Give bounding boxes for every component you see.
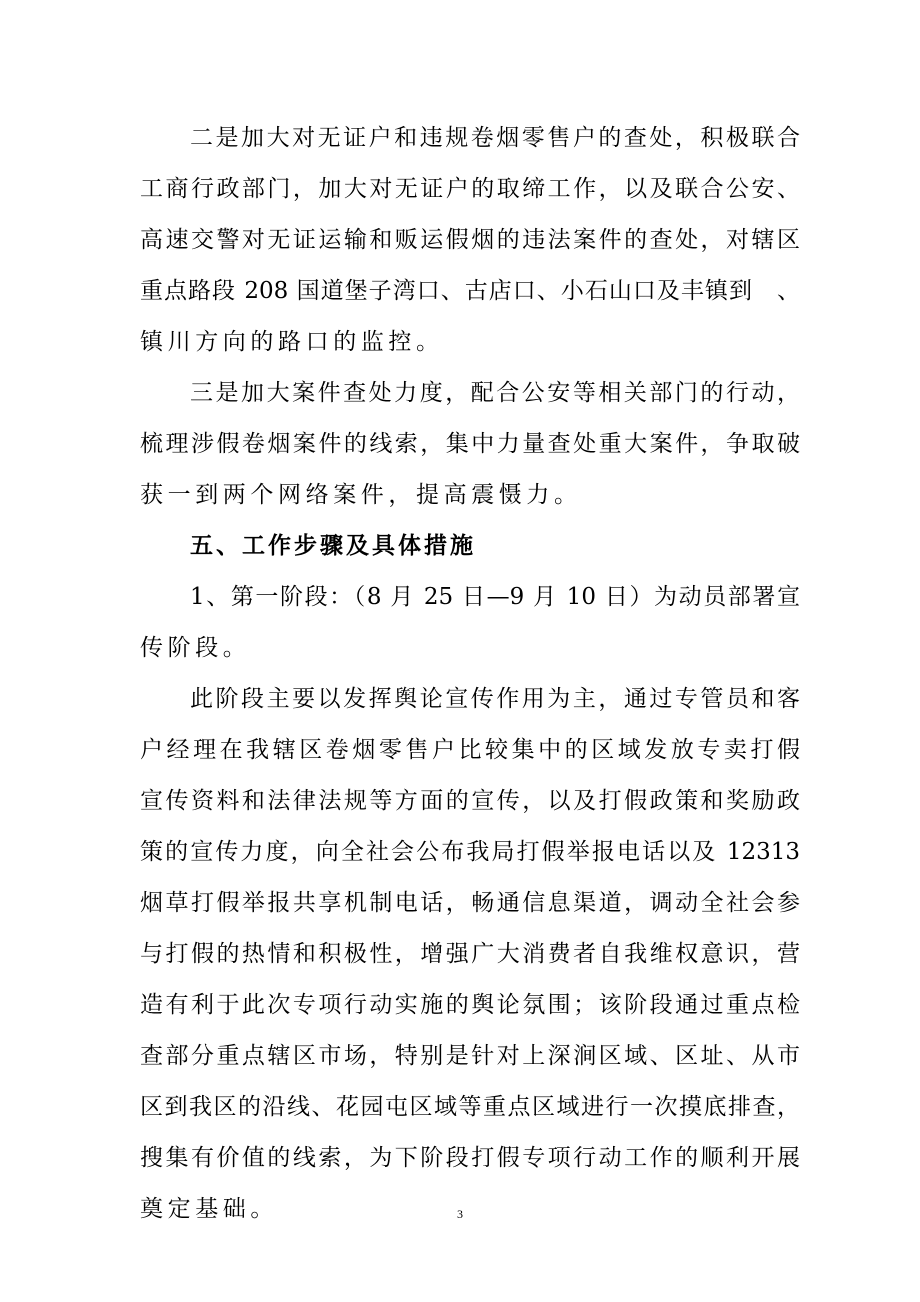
paragraph-line: 获一到两个网络案件，提高震慑力。 [140,482,582,508]
paragraph-line: 三是加大案件查处力度，配合公安等相关部门的行动， [190,380,800,406]
paragraph-line: 奠定基础。 [140,1196,278,1222]
paragraph-line: 1、第一阶段：（8 月 25 日—9 月 10 日）为动员部署宣 [190,584,800,610]
paragraph-line: 区到我区的沿线、花园屯区域等重点区域进行一次摸底排查， [140,1094,800,1120]
paragraph-line: 户经理在我辖区卷烟零售户比较集中的区域发放专卖打假 [140,737,800,763]
paragraph-line: 二是加大对无证户和违规卷烟零售户的查处，积极联合 [190,125,800,151]
paragraph-line: 搜集有价值的线索，为下阶段打假专项行动工作的顺利开展 [140,1145,800,1171]
paragraph-line: 与打假的热情和积极性，增强广大消费者自我维权意识，营 [140,941,800,967]
page-number: 3 [457,1207,463,1221]
paragraph-line: 工商行政部门，加大对无证户的取缔工作，以及联合公安、 [140,176,800,202]
paragraph-line: 烟草打假举报共享机制电话，畅通信息渠道，调动全社会参 [140,890,800,916]
paragraph-line: 宣传资料和法律法规等方面的宣传，以及打假政策和奖励政 [140,788,800,814]
paragraph-line: 高速交警对无证运输和贩运假烟的违法案件的查处，对辖区 [140,227,800,253]
paragraph-line: 镇川方向的路口的监控。 [140,329,444,355]
paragraph-line: 造有利于此次专项行动实施的舆论氛围；该阶段通过重点检 [140,992,800,1018]
paragraph-line: 此阶段主要以发挥舆论宣传作用为主，通过专管员和客 [190,686,800,712]
paragraph-line: 查部分重点辖区市场，特别是针对上深涧区域、区址、从市 [140,1043,800,1069]
paragraph-line: 梳理涉假卷烟案件的线索，集中力量查处重大案件，争取破 [140,431,800,457]
section-heading: 五、工作步骤及具体措施 [190,532,476,559]
paragraph-line: 传阶段。 [140,635,251,661]
paragraph-line: 策的宣传力度，向全社会公布我局打假举报电话以及 12313 [140,839,800,865]
paragraph-line: 重点路段 208 国道堡子湾口、古店口、小石山口及丰镇到 、 [140,278,800,304]
